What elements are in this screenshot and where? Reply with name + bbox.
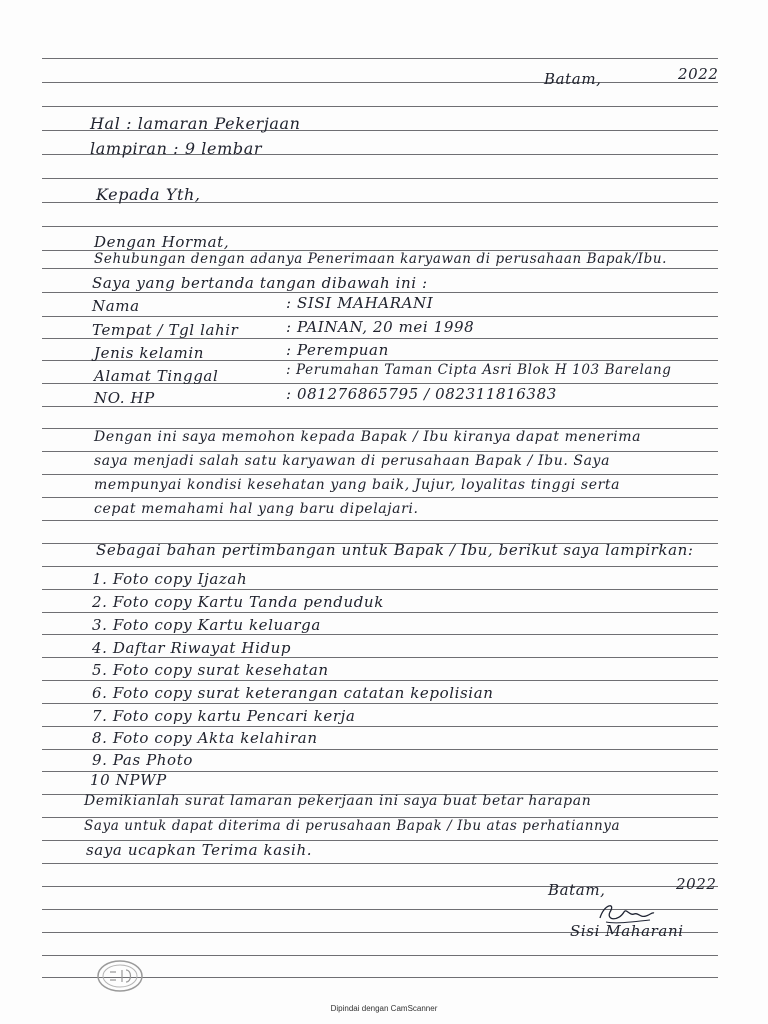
ruled-line [42,474,718,475]
ruled-line [42,726,718,727]
recipient: Kepada Yth, [96,185,201,204]
closing-line-3: saya ucapkan Terima kasih. [86,841,313,859]
attachment-item: 6. Foto copy surat keterangan catatan kepolisian [92,684,494,702]
greeting: Dengan Hormat, [94,233,230,251]
ruled-line [42,612,718,613]
signature-year: 2022 [676,875,717,893]
subject-lampiran: lampiran : 9 lembar [90,139,263,158]
attachment-item: 9. Pas Photo [92,751,193,769]
header-year: 2022 [678,65,719,83]
ruled-line [42,634,718,635]
identity-value-ttl: : PAINAN, 20 mei 1998 [286,318,475,336]
attachment-item: 10 NPWP [90,771,167,789]
stamp-logo [96,958,144,994]
identity-label-phone: NO. HP [94,389,155,407]
ruled-line [42,863,718,864]
identity-value-gender: : Perempuan [286,341,389,359]
identity-value-nama: : SISI MAHARANI [286,294,434,312]
attachment-item: 1. Foto copy Ijazah [92,570,248,588]
identity-label-address: Alamat Tinggal [94,367,219,385]
attachment-item: 5. Foto copy surat kesehatan [92,661,329,679]
closing-line-1: Demikianlah surat lamaran pekerjaan ini saya buat betar harapan [84,793,592,809]
attachment-item: 8. Foto copy Akta kelahiran [92,729,318,747]
ruled-line [42,82,718,83]
ruled-line [42,106,718,107]
signature-name: Sisi Maharani [570,922,684,940]
header-place-date: Batam, [544,70,602,88]
ruled-line [42,589,718,590]
ruled-line [42,749,718,750]
subject-hal: Hal : lamaran Pekerjaan [90,114,301,133]
attachment-item: 7. Foto copy kartu Pencari kerja [92,707,356,725]
scanner-footer: Dipindai dengan CamScanner [330,1004,438,1013]
opening-line-2: Saya yang bertanda tangan dibawah ini : [92,274,428,292]
ruled-line [42,566,718,567]
attachment-item: 3. Foto copy Kartu keluarga [92,616,321,634]
ruled-line [42,226,718,227]
identity-label-ttl: Tempat / Tgl lahir [92,321,239,339]
opening-line-1: Sehubungan dengan adanya Penerimaan karyawan di perusahaan Bapak/Ibu. [94,251,668,267]
body-line-4: cepat memahami hal yang baru dipelajari. [94,501,419,517]
ruled-line [42,886,718,887]
attachment-item: 2. Foto copy Kartu Tanda penduduk [92,593,384,611]
ruled-line [42,451,718,452]
attachment-item: 4. Daftar Riwayat Hidup [92,639,292,657]
attachments-intro: Sebagai bahan pertimbangan untuk Bapak / Ibu, berikut saya lampirkan: [96,541,694,559]
ruled-line [42,955,718,956]
ruled-line [42,178,718,179]
ruled-line [42,316,718,317]
ruled-line [42,292,718,293]
identity-label-gender: Jenis kelamin [94,344,205,362]
signature-place-date: Batam, [548,881,606,899]
ruled-line [42,703,718,704]
ruled-line [42,520,718,521]
body-line-2: saya menjadi salah satu karyawan di perusahaan Bapak / Ibu. Saya [94,453,611,469]
identity-value-address: : Perumahan Taman Cipta Asri Blok H 103 Barelang [286,362,672,378]
ruled-line [42,497,718,498]
ruled-line [42,268,718,269]
body-line-3: mempunyai kondisi kesehatan yang baik, Jujur, loyalitas tinggi serta [94,477,621,493]
body-line-1: Dengan ini saya memohon kepada Bapak / Ibu kiranya dapat menerima [94,429,642,445]
ruled-line [42,680,718,681]
identity-value-phone: : 081276865795 / 082311816383 [286,385,557,403]
ruled-line [42,58,718,59]
closing-line-2: Saya untuk dapat diterima di perusahaan Bapak / Ibu atas perhatiannya [84,818,621,834]
ruled-line [42,657,718,658]
identity-label-nama: Nama [92,297,140,315]
